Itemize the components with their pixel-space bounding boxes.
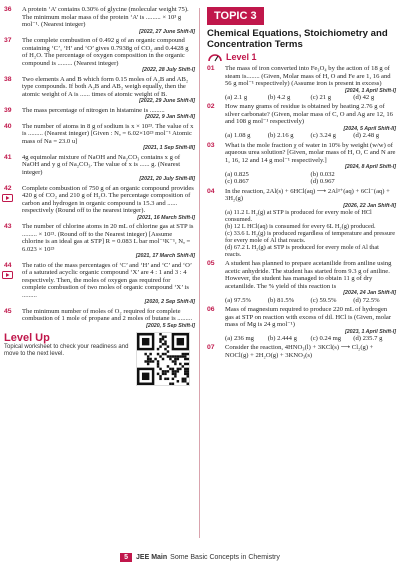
question-text: Complete combustion of 750 g of an organic compound provides 420 g of CO₂ and 210 g of H₂O. The percentage composition of carbon and hydrogen in organic compound is 15.3 and ...... respectively (Round off to the nearest integer). xyxy=(22,184,194,214)
question-item xyxy=(0,185,195,222)
question-text: The ratio of the mass percentages of ‘C’ and ‘H’ and ‘C’ and ‘O’ of a saturated acyclic organic compound ‘X’ are 4 : 1 and 3 : 4 respectively. Then, the moles of oxygen gas required for complete combustion of two moles of organic compound ‘X’ is ......... xyxy=(22,261,192,299)
options xyxy=(225,209,396,258)
question-item xyxy=(203,65,396,101)
option[interactable]: (b) 4.2 g xyxy=(267,94,291,101)
question-source: [2023, 1 April Shift-I] xyxy=(344,328,396,335)
question-text: The complete combustion of 0.492 g of an organic compound containing ‘C’, ‘H’ and ‘O’ gives 0.7938g of CO₂ and 0.4428 g of H₂O. The percentage of oxygen composition in the organic compound is ......... (Nearest integer) xyxy=(22,37,189,67)
option[interactable]: (a) 0.825 xyxy=(225,170,249,178)
question-text: A protein ‘A’ contains 0.30% of glycine (molecular weight 75). The minimum molar mass of the protein ‘A’ is ......... × 10³ g mol⁻¹. (Nearest integer) xyxy=(22,6,189,28)
question-source: [2024, 1 April Shift-I] xyxy=(344,87,396,94)
options xyxy=(225,132,396,139)
question-number: 03 xyxy=(207,141,215,149)
question-item xyxy=(0,107,195,121)
question-item xyxy=(203,306,396,342)
option[interactable]: (d) 72.5% xyxy=(353,296,380,304)
question-number: 05 xyxy=(207,260,215,268)
level-label: Level 1 xyxy=(226,52,257,62)
question-number: 41 xyxy=(4,153,12,161)
qr-code-icon[interactable] xyxy=(136,332,190,386)
option[interactable]: (a) 97.5% xyxy=(225,296,251,304)
option[interactable]: (a) 2.1 g xyxy=(225,94,248,101)
topic-title: Chemical Equations, Stoichiometry and Concentration Terms xyxy=(207,28,388,50)
option[interactable]: (d) 235.7 g xyxy=(353,335,383,343)
question-item xyxy=(0,123,195,152)
question-number: 36 xyxy=(4,6,12,13)
question-source: [2024, 24 Jan Shift-II] xyxy=(343,290,396,297)
option[interactable]: (c) 33.6 L H₂(g) is produced regardless of temperature and pressure for every mole of Al that reacts. xyxy=(225,230,395,245)
topic-badge: TOPIC 3 xyxy=(207,7,264,25)
left-question-list xyxy=(0,6,195,329)
option[interactable]: (a) 236 mg xyxy=(225,335,254,343)
footer-book: JEE Main xyxy=(136,553,168,561)
question-number: 44 xyxy=(4,261,12,269)
question-number: 37 xyxy=(4,37,12,44)
question-text: In the reaction, 2Al(s) + 6HCl(aq) ⟶ 2Al³⁺(aq) + 6Cl⁻(aq) + 3H₂(g) xyxy=(225,187,390,203)
question-item xyxy=(0,262,195,306)
question-text: Two elements A and B which form 0.15 moles of A₂B and AB₂ type compounds. If both A₂B and AB₂ weigh equally, then the atomic weight of A is ...... times of atomic weight of B. xyxy=(22,75,189,98)
option[interactable]: (b) 2.444 g xyxy=(267,335,297,343)
question-number: 42 xyxy=(4,184,12,192)
option[interactable]: (a) 11.2 L H₂(g) at STP is produced for every mole of HCl consumed. xyxy=(225,209,372,224)
options xyxy=(225,297,396,304)
question-source: [2020, 5 Sep Shift-I] xyxy=(146,322,195,329)
question-source: [2022, 27 June Shift-II] xyxy=(139,28,195,35)
page-footer xyxy=(0,548,400,566)
option[interactable]: (b) 2.16 g xyxy=(267,132,294,140)
question-number: 01 xyxy=(207,65,215,72)
question-item xyxy=(203,142,396,186)
question-number: 40 xyxy=(4,122,12,130)
right-question-list xyxy=(203,65,396,359)
right-column xyxy=(203,6,396,361)
question-number: 07 xyxy=(207,344,215,352)
question-text: A student has planned to prepare acetanilide from aniline using acetic anhydride. The student has started from 9.3 g of aniline. However, the student has managed to obtain 11 g of dry acetanilide. The % yield of this reaction is xyxy=(225,260,392,290)
option[interactable]: (b) 12 L HCl(aq) is consumed for every 6L H₂(g) produced. xyxy=(225,223,376,231)
question-item xyxy=(0,37,195,74)
question-item xyxy=(0,308,195,330)
question-number: 43 xyxy=(4,223,12,230)
level-heading xyxy=(207,52,396,62)
level-up-description: Topical worksheet to check your readiness and move to the next level. xyxy=(4,344,129,357)
question-item xyxy=(203,103,396,139)
question-text: The mass percentage of nitrogen in histamine is ......... xyxy=(22,106,165,114)
question-source: [2021, 17 March Shift-II] xyxy=(135,253,195,259)
question-item xyxy=(0,76,195,105)
option[interactable]: (c) 59.5% xyxy=(310,296,337,304)
question-text: How many grams of residue is obtained by heating 2.76 g of silver carbonate? (Given, molar mass of C, O and Ag are 12, 16 and 108 g mol⁻¹ respectively) xyxy=(225,103,393,126)
question-text: The mass of iron converted into Fe₃O₄ by the action of 18 g of steam is........ (Given, Molar mass of H, O and Fe are 1, 16 and 56 g mol⁻¹ respectively) (Assume iron is present in excess) xyxy=(225,65,391,87)
level-up-title: Level Up xyxy=(4,332,50,344)
question-number: 39 xyxy=(4,106,12,114)
question-number: 04 xyxy=(207,187,215,195)
question-number: 38 xyxy=(4,75,12,83)
question-source: [2026, 22 Jan Shift-II] xyxy=(343,202,396,209)
footer-subject: Some Basic Concepts in Chemistry xyxy=(170,553,280,561)
question-text: The number of chlorine atoms in 20 mL of chlorine gas at STP is ......... × 10²¹. (Round off to the Nearest integer) [Assume chlorine is an ideal gas at STP] R = 0.083 L bar mol⁻¹K⁻¹, Nₐ = 6.023 × 10²³ xyxy=(22,223,194,253)
question-source: [2024, 8 April Shift-I] xyxy=(344,164,396,171)
question-text: The minimum number of moles of O₂ required for complete combustion of 1 mole of propane and 2 moles of butane is ......... xyxy=(22,307,193,322)
question-text: Mass of magnesium required to produce 220 mL of hydrogen gas at STP on reaction with excess of dil. HCl is (Given, molar mass of Mg is 24 g mol⁻¹) xyxy=(225,306,392,329)
option[interactable]: (c) 3.24 g xyxy=(310,132,336,140)
question-item xyxy=(203,344,396,359)
question-source: [2021, 1 Sep Shift-III] xyxy=(143,145,195,151)
option[interactable]: (d) 42 g xyxy=(353,94,375,101)
question-number: 45 xyxy=(4,307,12,315)
option[interactable]: (b) 0.032 xyxy=(310,170,335,178)
option[interactable]: (d) 2.48 g xyxy=(353,132,380,140)
option[interactable]: (c) 0.867 xyxy=(225,178,249,186)
level-up-box xyxy=(4,332,195,386)
level-up-text xyxy=(4,332,130,358)
question-item xyxy=(0,223,195,260)
question-text: 4g equimolar mixture of NaOH and Na₂CO₃ contains x g of NaOH and y g of Na₂CO₃. The value of x is ...... g. (Nearest integer) xyxy=(22,153,181,176)
video-solution-icon[interactable] xyxy=(2,194,13,202)
question-source: [2022, 28 July Shift-I] xyxy=(142,67,195,73)
question-text: The number of atoms in 8 g of sodium is x × 10²³. The value of x is ......... (Nearest integer) [Given : Nₐ = 6.02×10²³ mol⁻¹ Atomic mass of Na = 23.0 u] xyxy=(22,122,194,145)
question-item xyxy=(203,260,396,304)
option[interactable]: (c) 21 g xyxy=(310,94,332,101)
column-divider xyxy=(199,8,200,538)
options xyxy=(225,171,396,186)
option[interactable]: (c) 0.24 mg xyxy=(310,335,342,343)
question-source: [2022, 9 Jan Shift-II] xyxy=(145,114,195,120)
level-gauge-icon xyxy=(207,52,223,62)
question-item xyxy=(203,188,396,259)
question-source: [2021, 16 March Shift-I] xyxy=(137,214,195,221)
options xyxy=(225,94,396,101)
page-number: 5 xyxy=(120,553,132,562)
question-number: 02 xyxy=(207,103,215,111)
option[interactable]: (a) 1.08 g xyxy=(225,132,251,140)
question-number: 06 xyxy=(207,306,215,314)
left-column xyxy=(0,6,195,386)
question-text: Consider the reaction, 4HNO₃(l) + 3KCl(s) ⟶ Cl₂(g) + NOCl(g) + 2H₂O(g) + 3KNO₃(s) xyxy=(225,344,374,359)
option[interactable]: (d) 0.967 xyxy=(310,178,335,186)
question-source: [2022, 29 June Shift-II] xyxy=(139,98,195,104)
question-source: [2021, 20 July Shift-III] xyxy=(139,176,195,182)
option[interactable]: (d) 67.2 L H₂(g) at STP is produced for every mole of Al that reacts. xyxy=(225,244,379,259)
question-source: [2024, 5 April Shift-II] xyxy=(343,125,396,132)
question-source: [2020, 2 Sep Shift-II] xyxy=(144,299,195,305)
options xyxy=(225,335,396,342)
question-item xyxy=(0,154,195,183)
video-solution-icon[interactable] xyxy=(2,271,13,279)
question-text: What is the mole fraction χ of water in 10% by weight (w/w) of aqueous urea solution? [Given, molar mass of H, O, C and N are 1, 16, 12 and 14 g mol⁻¹ respectively.] xyxy=(225,141,396,164)
option[interactable]: (b) 81.5% xyxy=(267,296,295,304)
question-item xyxy=(0,6,195,35)
